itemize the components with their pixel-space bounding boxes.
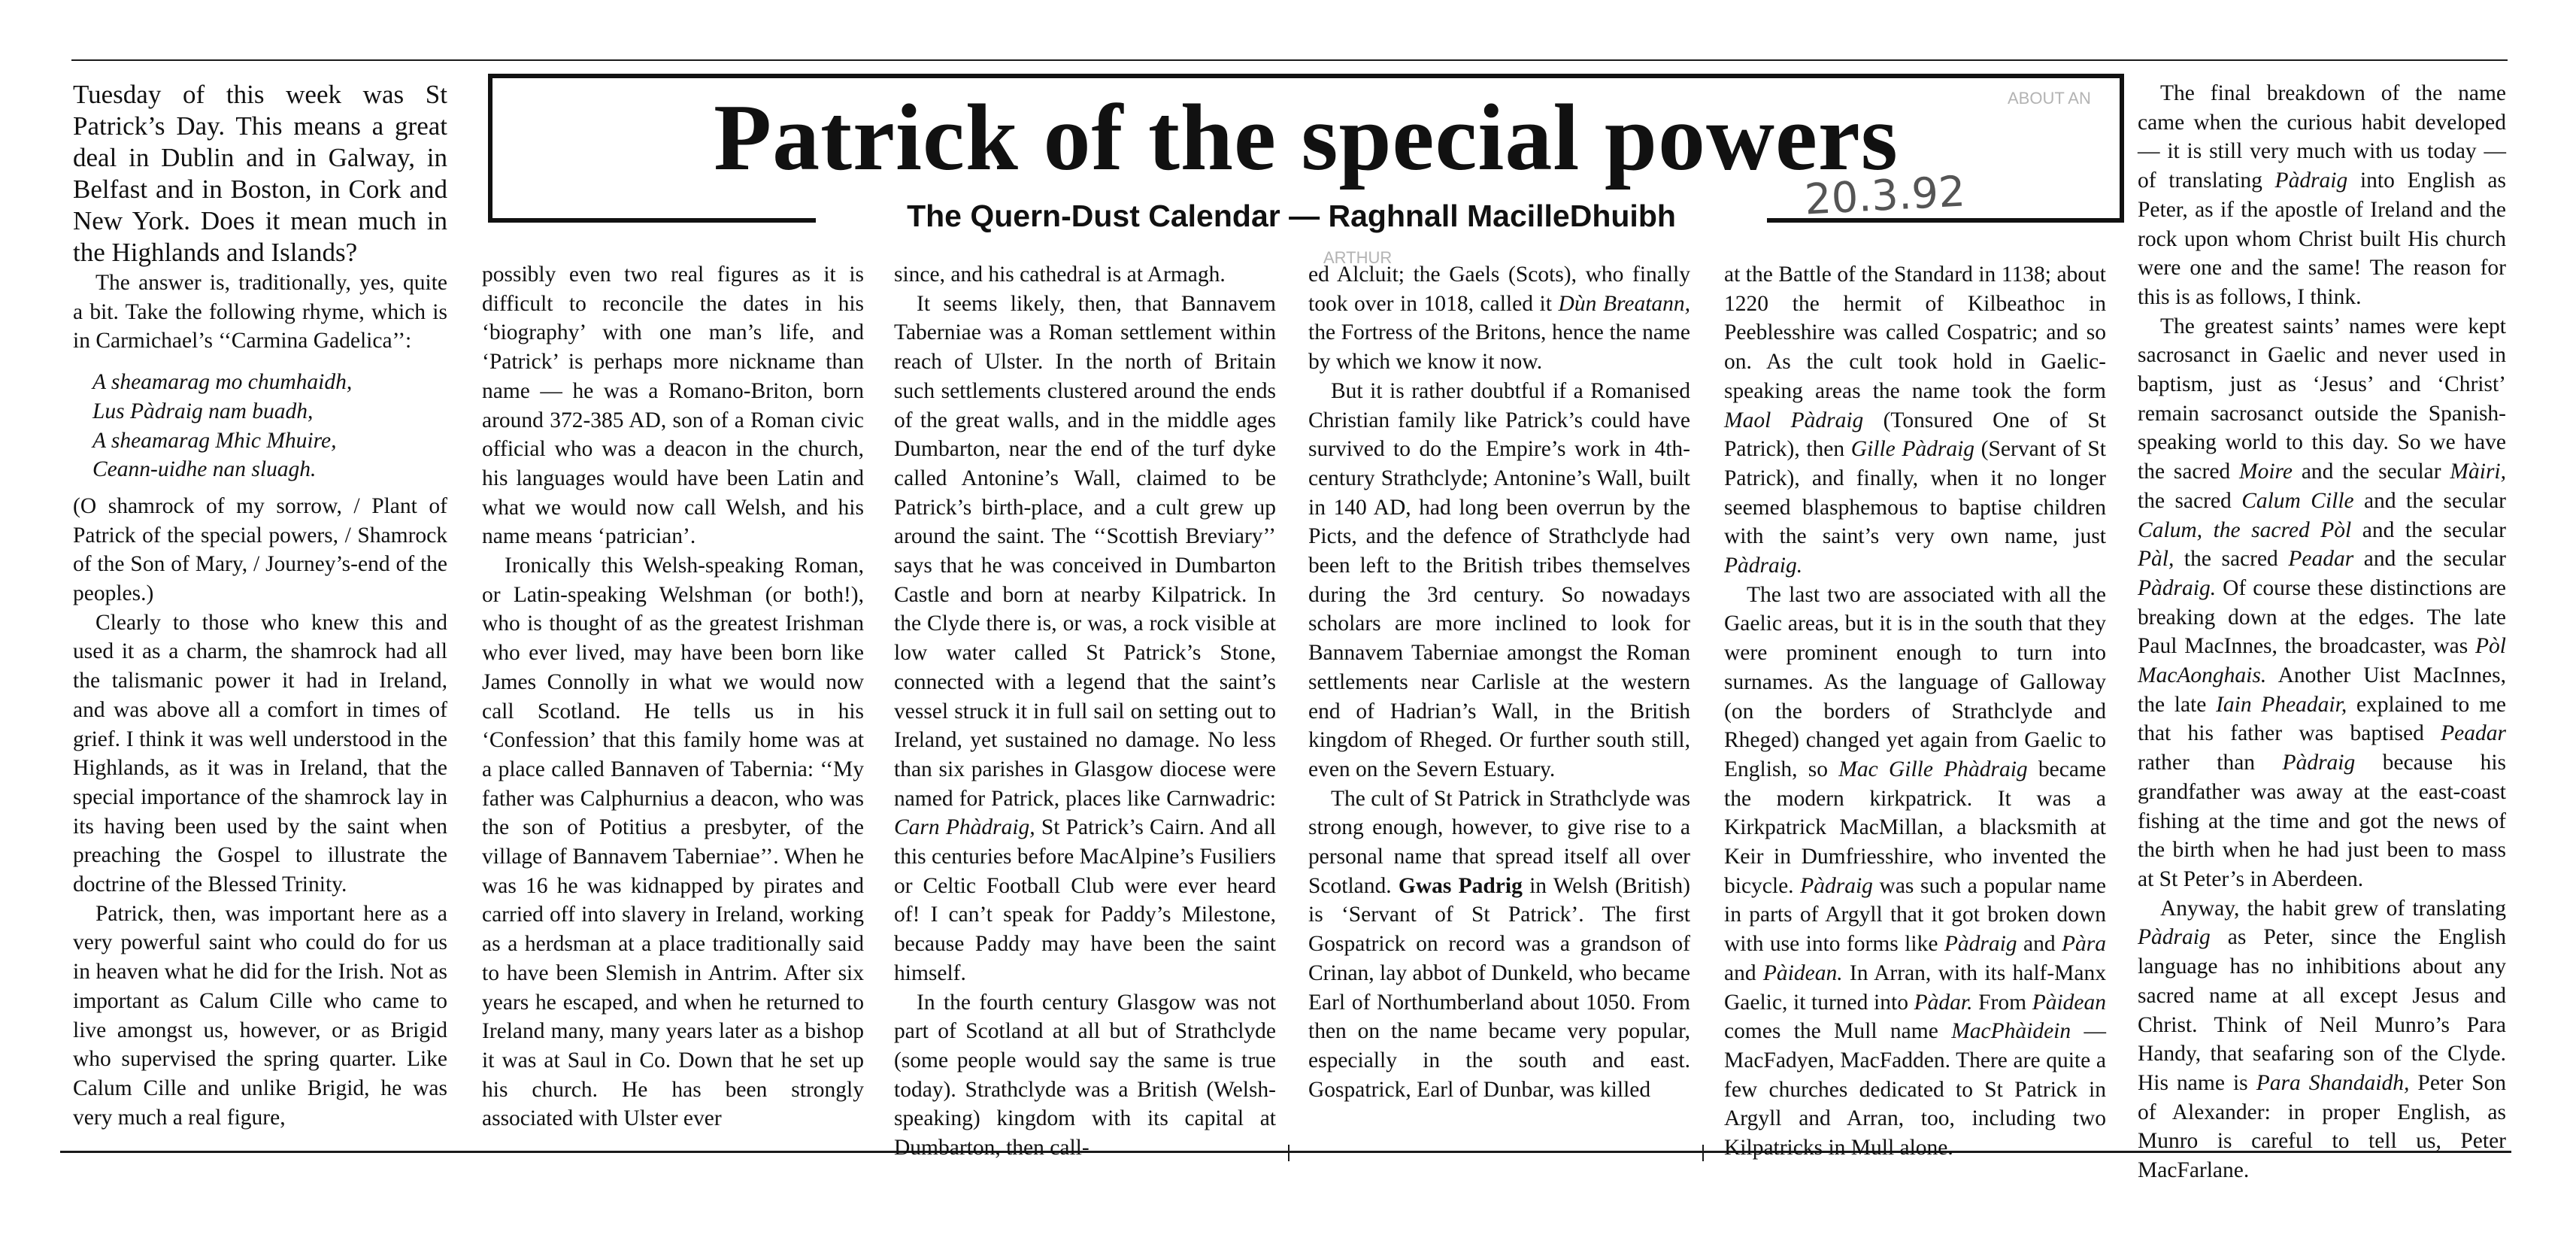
italic-term: Pàl, <box>2138 547 2174 572</box>
article-column-1 <box>73 79 447 1132</box>
article-column-4 <box>1308 260 1690 1104</box>
handwritten-date: 20.3.92 <box>1803 167 1967 225</box>
text-run: into English as Peter, as if the apostle of Ireland and the rock upon whom Christ built His church were one and the same! The reason for this is as follows, I think. <box>2138 168 2507 309</box>
article-column-2 <box>482 260 864 1133</box>
italic-term: Pàdar. <box>1914 990 1973 1015</box>
italic-term: Pàdraig <box>1800 873 1873 898</box>
italic-term: Pàra <box>2062 932 2107 957</box>
paragraph <box>2138 312 2506 894</box>
text-run: Of course these distinctions are breaking down at the edges. The late Paul MacInnes, the broadcaster, was <box>2138 575 2506 659</box>
italic-term: Pàdraig <box>2274 168 2348 193</box>
italic-term: Pàdraig. <box>2138 575 2217 600</box>
article-column-6 <box>2138 79 2506 1185</box>
byline: The Quern-Dust Calendar — Raghnall MacilleDhuibh <box>816 194 1767 238</box>
text-run: was such a popular name in parts of Argyll that it got broken down with use into forms like <box>1724 873 2107 957</box>
paragraph: since, and his cathedral is at Armagh. <box>894 262 1226 287</box>
paragraph <box>1308 260 1690 377</box>
paragraph: In the fourth century Glasgow was not part of Scotland at all but of Strathclyde (some people would say the same is true today). Strathclyde was a British (Welsh-speaking) kingdom with its capital at Dumbarton, then call- <box>894 990 1276 1160</box>
bottom-tick <box>1702 1145 1704 1161</box>
text-run: the sacred <box>2184 547 2278 572</box>
text-run: Anyway, the habit grew of translating <box>2160 896 2506 921</box>
italic-term: Peadar <box>2441 721 2506 746</box>
paragraph <box>1724 260 2106 581</box>
poem-line: A sheamarag mo chumhaidh, <box>92 370 353 395</box>
italic-term: Pàidean <box>2032 990 2107 1015</box>
italic-term: Pàidean. <box>1762 960 1843 985</box>
paragraph <box>2138 894 2506 1185</box>
italic-term: Para Shandaidh, <box>2256 1070 2410 1095</box>
italic-term: Maol Pàdraig <box>1724 408 1864 432</box>
article-column-3 <box>894 260 1276 1163</box>
text-run: and <box>1724 960 1756 985</box>
poem-line: Ceann-uidhe nan sluagh. <box>92 457 317 482</box>
italic-term: Màiri, <box>2450 460 2506 484</box>
paragraph <box>2138 79 2506 312</box>
italic-term: MacPhàidein <box>1951 1019 2071 1044</box>
text-run: and the secular <box>2301 460 2441 484</box>
text-run: ed Alcluit; the Gaels (Scots), who finally took over in 1018, called it <box>1308 262 1690 316</box>
text-run: Peter Son of Alexander: in proper English, as Munro is careful to tell us, Peter MacFarlane. <box>2138 1070 2506 1183</box>
italic-term: Pàdraig. <box>1724 554 1803 578</box>
italic-term: Mac Gille Phàdraig <box>1838 757 2028 781</box>
italic-term: Carn Phàdraig, <box>894 815 1035 840</box>
text-run: The cult of St Patrick in Strathclyde was strong enough, however, to give rise to a personal name that spread itself all over Scotland. <box>1308 786 1690 898</box>
italic-term: Pàdraig <box>2282 751 2356 775</box>
show-through-text: ARTHUR <box>1323 248 1393 267</box>
gaelic-poem <box>92 368 447 484</box>
text-run: In Arran, with its half-Manx Gaelic, it turned into <box>1724 960 2106 1015</box>
text-run: (Servant of St Patrick), and finally, when it no longer seemed blasphemous to baptise children with the saint’s very own name, just <box>1724 437 2106 549</box>
top-rule <box>71 59 2508 61</box>
italic-term: Iain Pheadair, <box>2216 692 2347 717</box>
text-run: explained to me that his father was baptised <box>2138 692 2507 746</box>
italic-term: Calum Cille <box>2241 488 2354 513</box>
bold-term: Gwas Padrig <box>1398 873 1523 898</box>
italic-term: Gille Pàdraig <box>1850 437 1975 462</box>
italic-term: Moire <box>2239 460 2293 484</box>
text-run: and the secular <box>2362 517 2507 542</box>
text-run: the Fortress of the Britons, hence the name by which we know it now. <box>1308 320 1690 375</box>
text-run: because his grandfather was away at the east-coast fishing at the time and got the news of the birth when he had just been to mass at St Peter’s in Aberdeen. <box>2138 751 2506 891</box>
text-run: The greatest saints’ names were kept sacrosanct in Gaelic and never used in baptism, just as ‘Jesus’ and ‘Christ’ remain sacrosanct outside the Spanish-speaking world to this day. So we have the sacred <box>2138 314 2506 484</box>
paragraph: possibly even two real figures as it is difficult to reconcile the dates in his ‘biography’ with one man’s life, and ‘Patrick’ is perhaps more nickname than name — he was a Romano-Briton, born around 372-385 AD, son of a Roman civic official who was a deacon in the church, his languages would have been Latin and what we would now call Welsh, and his name means ‘patrician’. <box>482 262 864 549</box>
text-run: From <box>1978 990 2027 1015</box>
text-run: and <box>2023 932 2056 957</box>
headline: Patrick of the special powers <box>714 86 1899 190</box>
paragraph <box>1724 581 2106 1163</box>
italic-term: Dùn Breatann, <box>1558 291 1691 316</box>
poem-line: A sheamarag Mhic Mhuire, <box>92 428 337 453</box>
lead-paragraph: Tuesday of this week was St Patrick’s Day. This means a great deal in Dublin and in Galway, in Belfast and in Boston, in Cork and New York. Does it mean much in the Highlands and Islands? <box>73 80 447 267</box>
poem-translation: (O shamrock of my sorrow, / Plant of Patrick of the special powers, / Shamrock of the Son of Mary, / Journey’s-end of the peoples.) <box>73 493 447 606</box>
bottom-tick <box>1288 1145 1290 1161</box>
text-run: and the secular <box>2363 547 2507 572</box>
article-column-5 <box>1724 260 2106 1163</box>
text-run: St Patrick’s Cairn. And all this centuries before MacAlpine’s Fusiliers or Celtic Football Club were ever heard of! I can’t speak for Paddy’s Milestone, because Paddy may have been the saint himself. <box>894 815 1277 985</box>
italic-term: Peadar <box>2288 547 2354 572</box>
paragraph <box>894 290 1276 988</box>
paragraph: Clearly to those who knew this and used it as a charm, the shamrock had all the talismanic power it had in Ireland, and was above all a comfort in times of grief. I think it was well understood in the Highlands, as it was in Ireland, that the special importance of the shamrock lay in its having been used by the saint when preaching the Gospel to illustrate the doctrine of the Blessed Trinity. <box>73 610 447 897</box>
italic-term: Pòl MacAonghais. <box>2138 634 2506 688</box>
paragraph: The answer is, traditionally, yes, quite a bit. Take the following rhyme, which is in Carmichael’s ‘‘Carmina Gadelica’’: <box>73 271 447 353</box>
text-run: at the Battle of the Standard in 1138; about 1220 the hermit of Kilbeathoc in Peeblesshire was called Cospatric; and so on. As the cult took hold in Gaelic-speaking areas the name took the form <box>1724 262 2106 403</box>
text-run: comes the Mull name <box>1724 1019 1938 1044</box>
text-run: as Peter, since the English language has no inhibitions about any sacred name at all except Jesus and Christ. Think of Neil Munro’s Para Handy, that seafaring son of the Clyde. His name is <box>2138 925 2506 1095</box>
italic-term: Calum, the sacred Pòl <box>2138 517 2352 542</box>
paragraph <box>1308 784 1690 1105</box>
text-run: — MacFadyen, MacFadden. There are quite a few churches dedicated to St Patrick in Argyll and Arran, too, including two Kilpatricks in Mull alone. <box>1724 1019 2107 1160</box>
text-run: (Tonsured One of St Patrick), then <box>1724 408 2107 462</box>
text-run: It seems likely, then, that Bannavem Taberniae was a Roman settlement within reach of Ulster. In the north of Britain such settlements clustered around the ends of the great walls, and in the middle ages Dumbarton, near the end of the turf dyke called Antonine’s Wall, claimed to be Patrick’s birth-place, and a cult grew up around the saint. The ‘‘Scottish Breviary’’ says that he was conceived in Dumbarton Castle and born at nearby Kilpatrick. In the Clyde there is, or was, a rock visible at low water called St Patrick’s Stone, connected with a legend that the saint’s vessel struck it in full sail on setting out to Ireland, yet sustained no damage. No less than six parishes in Glasgow diocese were named for Patrick, places like Carnwadric: <box>894 291 1276 811</box>
italic-term: Pàdraig <box>2138 925 2211 950</box>
italic-term: Pàdraig <box>1944 932 2017 957</box>
poem-line: Lus Pàdraig nam buadh, <box>92 399 314 423</box>
text-run: The final breakdown of the name came when the curious habit developed — it is still very much with us today — of translating <box>2138 81 2506 193</box>
text-run: Another Uist MacInnes, the late <box>2138 663 2506 717</box>
paragraph: Patrick, then, was important here as a very powerful saint who could do for us in heaven what he did for the Irish. Not as important as Calum Cille who came to live amongst us, however, or as Brigid who supervised the spring quarter. Like Calum Cille and unlike Brigid, he was very much a real figure, <box>73 901 447 1130</box>
paragraph: But it is rather doubtful if a Romanised Christian family like Patrick’s could have survived to do the Empire’s work in 4th-century Strathclyde; Antonine’s Wall, built in 140 AD, had long been overrun by the Picts, and the defence of Strathclyde had been left to the British tribes themselves during the 3rd century. So nowadays scholars are more inclined to look for Bannavem Taberniae amongst the Roman settlements near Carlisle at the western end of Hadrian’s Wall, in the British kingdom of Rheged. Or further south still, even on the Severn Estuary. <box>1308 378 1690 781</box>
text-run: The last two are associated with all the Gaelic areas, but it is in the south that they were prominent enough to turn into surnames. As the language of Galloway (on the borders of Strathclyde and Rheged) changed yet again from Gaelic to English, so <box>1724 582 2106 781</box>
show-through-text: ABOUT AN <box>2008 89 2091 108</box>
paragraph: Ironically this Welsh-speaking Roman, or Latin-speaking Welshman (or both!), who is thought of as the greatest Irishman who ever lived, may have been born like James Connolly in what we would now call Scotland. He tells us in his ‘Confession’ that this family home was at a place called Bannaven of Tabernia: ‘‘My father was Calphurnius a deacon, who was the son of Potitius a presbyter, of the village of Bannavem Taberniae’’. When he was 16 he was kidnapped by pirates and carried off into slavery in Ireland, working as a herdsman at a place traditionally said to have been Slemish in Antrim. After six years he escaped, and when he returned to Ireland many, many years later as a bishop it was at Saul in Co. Down that he set up his church. He has been strongly associated with Ulster ever <box>482 554 864 1131</box>
text-run: rather than <box>2138 751 2256 775</box>
text-run: and the secular <box>2364 488 2506 513</box>
text-run: in Welsh (British) is ‘Servant of St Patrick’. The first Gospatrick on record was a grandson of Crinan, lay abbot of Dunkeld, who became Earl of Northumberland about 1050. From then on the name became very popular, especially in the south and east. Gospatrick, Earl of Dunbar, was killed <box>1308 873 1691 1102</box>
text-run: the sacred <box>2138 488 2232 513</box>
text-run: became the modern kirkpatrick. It was a Kirkpatrick MacMillan, a blacksmith at Keir in Dumfriesshire, who invented the bicycle. <box>1724 757 2106 898</box>
